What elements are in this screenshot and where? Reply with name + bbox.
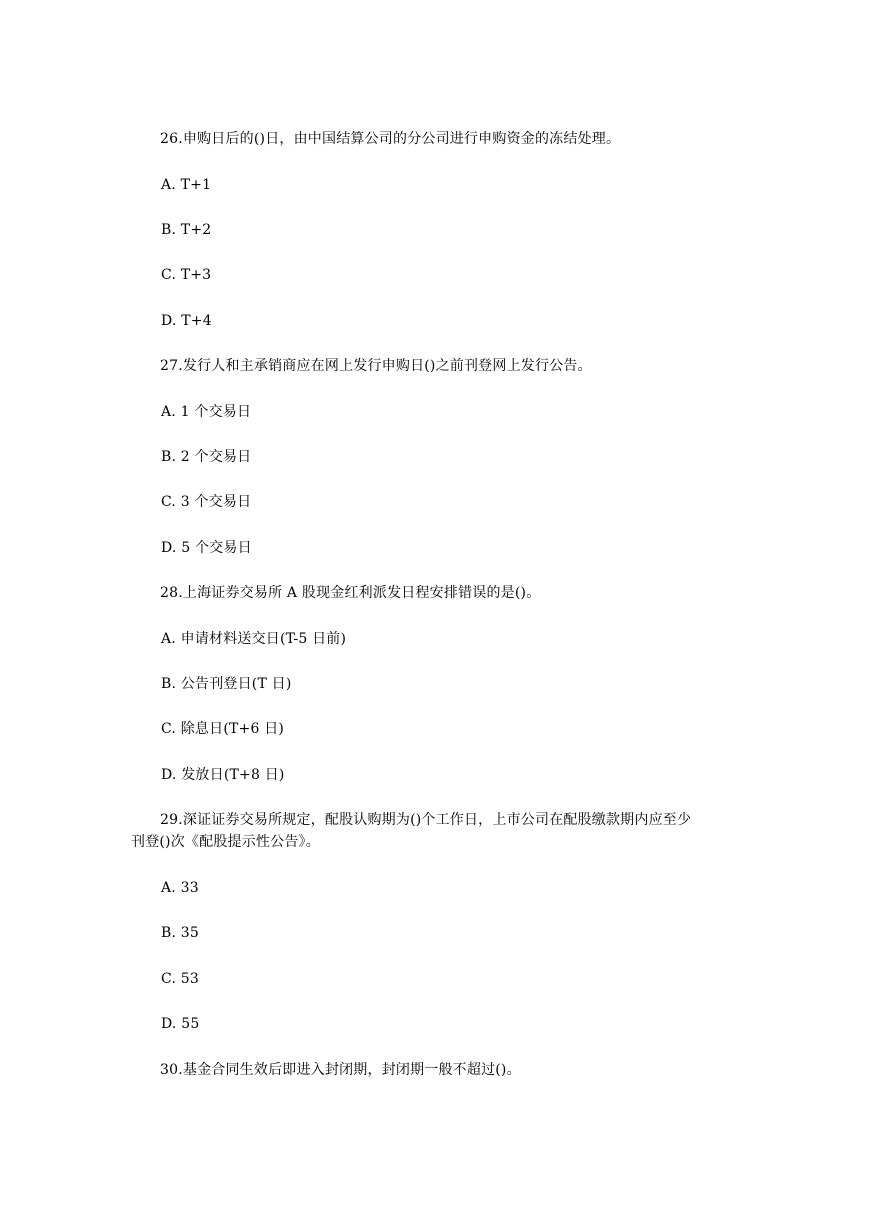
question-29-stem: 29.深证证券交易所规定，配股认购期为()个工作日，上市公司在配股缴款期内应至少 (160, 812, 692, 828)
question-28-stem: 28.上海证券交易所 A 股现金红利派发日程安排错误的是()。 (160, 585, 541, 601)
question-27-option-b: B. 2 个交易日 (161, 449, 252, 465)
question-29-option-b: B. 35 (161, 925, 200, 941)
question-27-option-c: C. 3 个交易日 (161, 494, 252, 510)
question-26-option-b: B. T+2 (161, 222, 212, 238)
question-27-stem: 27.发行人和主承销商应在网上发行申购日()之前刊登网上发行公告。 (160, 358, 592, 374)
question-26-stem: 26.申购日后的()日，由中国结算公司的分公司进行申购资金的冻结处理。 (160, 131, 621, 147)
question-29-stem-continuation: 刊登()次《配股提示性公告》。 (131, 834, 320, 850)
question-26-option-c: C. T+3 (161, 267, 212, 283)
question-26-option-a: A. T+1 (161, 177, 212, 193)
question-29-option-c: C. 53 (161, 971, 199, 987)
question-28-option-d: D. 发放日(T+8 日) (161, 767, 285, 783)
question-30-stem: 30.基金合同生效后即进入封闭期，封闭期一般不超过()。 (160, 1062, 521, 1078)
question-29-option-a: A. 33 (161, 880, 199, 896)
question-27-option-d: D. 5 个交易日 (161, 540, 252, 556)
question-26-option-d: D. T+4 (161, 313, 212, 329)
question-28-option-a: A. 申请材料送交日(T-5 日前) (161, 631, 347, 647)
question-28-option-b: B. 公告刊登日(T 日) (161, 676, 292, 692)
question-29-option-d: D. 55 (161, 1016, 200, 1032)
question-27-option-a: A. 1 个交易日 (161, 404, 252, 420)
question-28-option-c: C. 除息日(T+6 日) (161, 721, 285, 737)
